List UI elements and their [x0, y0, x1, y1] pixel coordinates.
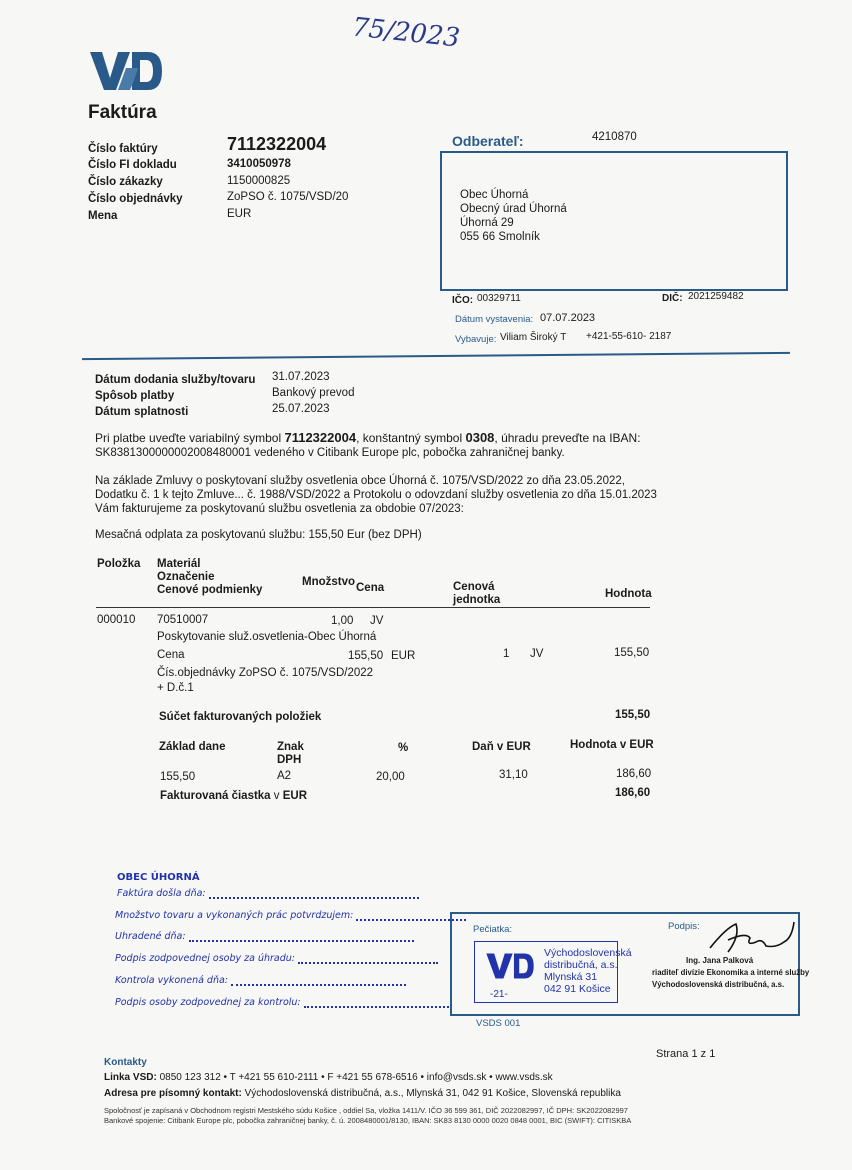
col-unit-2: jednotka: [453, 594, 501, 606]
address-line: Obec Úhorná: [460, 189, 529, 201]
stamp-company-line: distribučná, a.s.: [544, 959, 618, 971]
item-material: 70510007: [157, 614, 209, 626]
stamp-company-line: 042 91 Košice: [544, 983, 611, 995]
table-header-rule: [96, 607, 650, 608]
stamp-line-label: Podpis zodpovednej osoby za úhradu:: [115, 953, 295, 964]
stamp-line: [115, 975, 406, 986]
invoiced-amount-currency: EUR: [282, 790, 308, 802]
issued-date: 07.07.2023: [540, 312, 596, 324]
invoice-number: 7112322004: [227, 134, 327, 154]
stamp-company-line: Východoslovenská: [544, 947, 632, 959]
payment-line-2: SK8381300000002008480001 vedeného v Citibank Europe plc, pobočka zahraničnej banky.: [95, 447, 565, 459]
signer-company: Východoslovenská distribučná, a.s.: [652, 980, 785, 989]
tax-col-value: Hodnota v EUR: [570, 739, 654, 751]
contract-line: Dodatku č. 1 k tejto Zmluve... č. 1988/VSD/2022 a Protokolu o odovzdaní služby osvetlenia zo dňa 15.01.2023: [95, 489, 657, 501]
col-value: Hodnota: [605, 588, 652, 600]
stamp-line: [115, 931, 414, 942]
handwritten-reference: 75/2023: [350, 12, 462, 54]
payment-line-1: [95, 430, 641, 445]
stamp-line: [117, 888, 419, 899]
stamp-line-dots: [304, 1006, 449, 1008]
payment-text: , konštantný symbol: [356, 431, 463, 445]
tax-col-code-2: DPH: [277, 754, 302, 766]
customer-number: 4210870: [592, 131, 637, 143]
label-payment-method: Spôsob platby: [95, 390, 175, 402]
dic-value: 2021259482: [688, 291, 744, 302]
tax-code: A2: [277, 770, 292, 782]
footer-bank: Bankové spojenie: Citibank Europe plc, pobočka zahraničnej banky, č. ú. 2008480001/8130, IBAN: SK83 8130 0000 0020 0848 0001, BIC (SWIFT): CITISKBA: [104, 1116, 632, 1125]
header-divider: [82, 352, 790, 360]
order-reference: Čís.objednávky ZoPSO č. 1075/VSD/2022: [157, 667, 374, 679]
stamp-line-label: Podpis osoby zodpovednej za kontrolu:: [115, 997, 301, 1008]
stamp-line-dots: [189, 940, 414, 942]
payment-text: , úhradu preveďte na IBAN:: [494, 431, 641, 445]
footer-hotline: [104, 1072, 553, 1083]
form-code: VSDS 001: [476, 1018, 521, 1029]
label-purchase-order: Číslo objednávky: [88, 193, 183, 205]
currency: EUR: [227, 208, 252, 220]
tax-percent: 20,00: [376, 771, 405, 783]
footer-address-text: Východoslovenská distribučná, a.s., Mlynská 31, 042 91 Košice, Slovenská republika: [244, 1088, 621, 1099]
vsd-logo: [88, 50, 164, 92]
stamp-number: -21-: [490, 989, 508, 1000]
order-number: 1150000825: [227, 175, 291, 187]
customer-heading: Odberateľ:: [452, 133, 524, 149]
footer-registration: Spoločnosť je zapísaná v Obchodnom registri Mestského súdu Košice , oddiel Sa, vložka 1411/V. IČO 36 599 361, DIČ 2022082997, IČ DPH: SK2022082997: [104, 1106, 628, 1115]
stamp-line-label: Kontrola vykonená dňa:: [115, 975, 229, 986]
col-price: Cena: [356, 582, 385, 594]
issuer-name: Viliam Široký T: [500, 332, 567, 343]
purchase-order: ZoPSO č. 1075/VSD/20: [227, 191, 349, 203]
signer-role: riaditeľ divízie Ekonomika a interné služby: [652, 968, 810, 977]
label-order-number: Číslo zákazky: [88, 176, 163, 188]
signature-label: Podpis:: [668, 921, 700, 932]
tax-col-base: Základ dane: [159, 741, 226, 753]
due-date: 25.07.2023: [272, 403, 330, 415]
item-number: 000010: [97, 614, 136, 626]
stamp-line: [115, 910, 466, 921]
stamp-line-dots: [209, 897, 419, 899]
address-line: 055 66 Smolník: [460, 231, 540, 243]
address-line: Úhorná 29: [460, 217, 514, 229]
label-invoice-number: Číslo faktúry: [88, 143, 158, 155]
delivery-date: 31.07.2023: [272, 371, 330, 383]
footer-hotline-label: Linka VSD:: [104, 1072, 157, 1083]
stamp-line-dots: [231, 984, 406, 986]
col-material: Materiál: [157, 558, 201, 570]
issuer-label: Vybavuje:: [455, 334, 497, 345]
monthly-fee: Mesačná odplata za poskytovanú službu: 155,50 Eur (bez DPH): [95, 529, 422, 541]
item-per: 1: [503, 648, 510, 660]
invoiced-amount: 186,60: [615, 787, 651, 799]
stamp-line-dots: [298, 962, 438, 964]
tax-total-value: 186,60: [616, 768, 652, 780]
stamp-line: [115, 953, 438, 964]
item-quantity-unit: JV: [370, 615, 384, 627]
label-currency: Mena: [88, 210, 118, 222]
ico-value: 00329711: [477, 293, 521, 304]
handwritten-signature: [706, 918, 798, 958]
stamp-company-line: Mlynská 31: [544, 971, 598, 983]
label-due-date: Dátum splatnosti: [95, 406, 189, 418]
fi-number: 3410050978: [227, 158, 291, 170]
sum-label: Súčet fakturovaných položiek: [159, 711, 322, 723]
constant-symbol: 0308: [465, 430, 495, 445]
stamp-company-address: [544, 947, 632, 995]
tax-base: 155,50: [160, 771, 196, 783]
label-fi-number: Číslo FI dokladu: [88, 159, 177, 171]
tax-col-code-1: Znak: [277, 741, 304, 753]
col-item: Položka: [97, 558, 141, 570]
stamp-municipality-title: OBEC ÚHORNÁ: [117, 872, 200, 883]
ico-label: IČO:: [452, 295, 474, 306]
issuer-phone: +421-55-610- 2187: [586, 331, 672, 342]
page-number: Strana 1 z 1: [656, 1048, 716, 1060]
tax-amount: 31,10: [499, 769, 528, 781]
item-description: Poskytovanie služ.osvetlenia-Obec Úhorná: [157, 631, 377, 643]
payment-text: Pri platbe uveďte variabilný symbol: [95, 431, 282, 445]
signer-name: Ing. Jana Palková: [686, 956, 754, 965]
document-title: Faktúra: [88, 102, 157, 123]
col-unit-1: Cenová: [453, 581, 495, 593]
item-per-unit: JV: [530, 648, 544, 660]
col-price-conditions: Cenové podmienky: [157, 584, 263, 596]
item-quantity: 1,00: [331, 615, 354, 627]
issued-label: Dátum vystavenia:: [455, 314, 534, 325]
contract-line: Na základe Zmluvy o poskytovaní služby osvetlenia obce Úhorná č. 1075/VSD/2022 zo dňa 23.05.2022,: [95, 475, 625, 487]
tax-col-percent: %: [398, 742, 409, 754]
invoiced-amount-text: Fakturovaná čiastka: [160, 790, 271, 802]
address-line: Obecný úrad Úhorná: [460, 203, 567, 215]
col-designation: Označenie: [157, 571, 215, 583]
sum-value: 155,50: [615, 709, 651, 721]
variable-symbol: 7112322004: [284, 430, 357, 445]
stamp-line-label: Uhradené dňa:: [115, 931, 186, 942]
footer-address-label: Adresa pre písomný kontakt:: [104, 1088, 242, 1099]
item-price: 155,50: [348, 650, 384, 662]
item-price-label: Cena: [157, 649, 185, 661]
col-quantity: Množstvo: [302, 576, 356, 588]
contract-line: Vám fakturujeme za poskytovanú službu osvetlenia za obdobie 07/2023:: [95, 503, 464, 515]
footer-address: [104, 1088, 621, 1099]
item-price-currency: EUR: [391, 650, 416, 662]
stamp-line-label: Množstvo tovaru a vykonaných prác potvrdzujem:: [115, 910, 354, 921]
dic-label: DIČ:: [662, 293, 683, 304]
order-reference-addendum: + D.č.1: [157, 682, 194, 694]
label-delivery-date: Dátum dodania služby/tovaru: [95, 374, 256, 386]
invoiced-amount-text: v: [270, 790, 283, 802]
tax-col-tax: Daň v EUR: [472, 741, 531, 753]
customer-address: [460, 188, 567, 244]
contacts-heading: Kontakty: [104, 1057, 147, 1068]
payment-method: Bankový prevod: [272, 387, 355, 399]
stamp-line-label: Faktúra došla dňa:: [117, 888, 206, 899]
item-value: 155,50: [614, 647, 650, 659]
stamp-line: [115, 997, 449, 1008]
invoiced-amount-label: [160, 790, 307, 802]
footer-hotline-text: 0850 123 312 • T +421 55 610-2111 • F +421 55 678-6516 • info@vsds.sk • www.vsds.sk: [159, 1072, 553, 1083]
stamp-label: Pečiatka:: [473, 924, 513, 935]
stamp-logo: [485, 952, 535, 980]
contract-text: [95, 474, 657, 516]
